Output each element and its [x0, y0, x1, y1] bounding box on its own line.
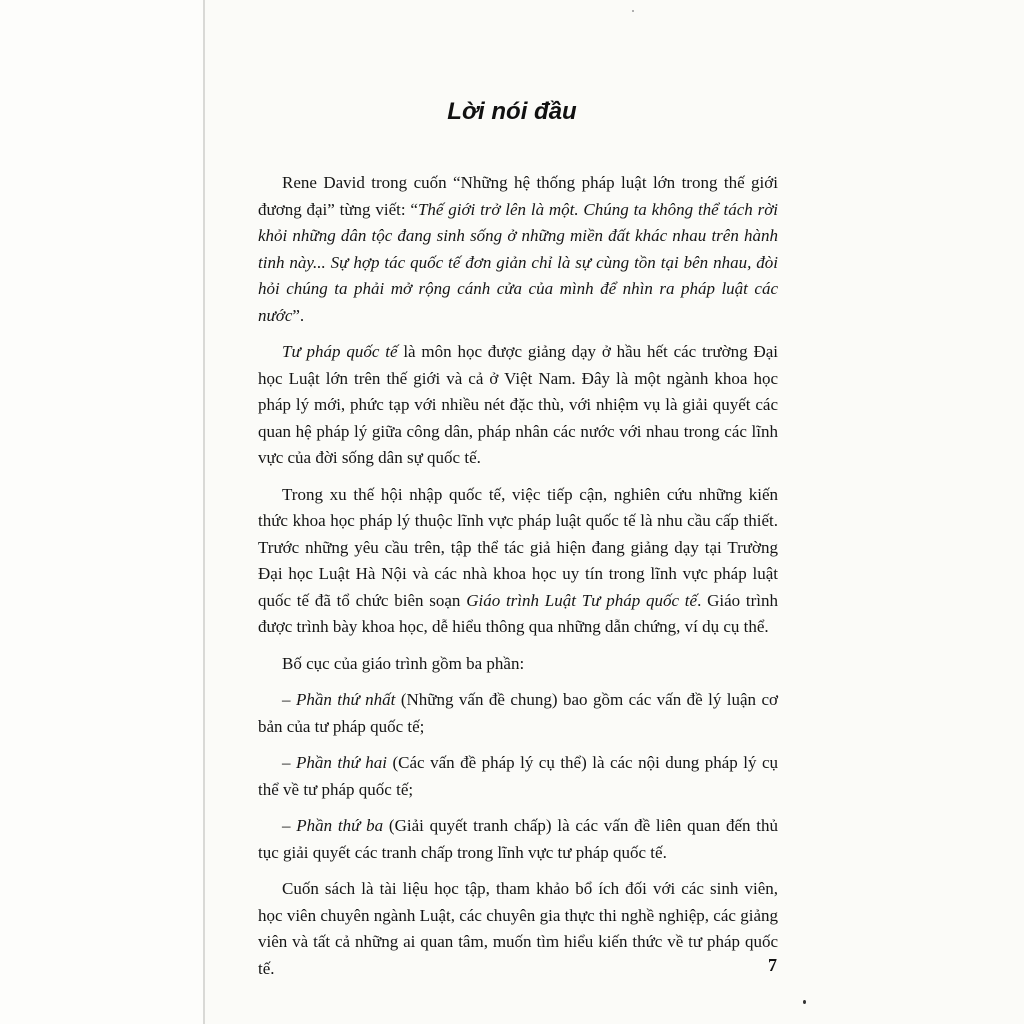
paragraph-final [258, 876, 778, 982]
paragraph-2-text: là môn học được giảng dạy ở hầu hết các trường Đại học Luật lớn trên thế giới và cả ở Việt Nam. Đây là một ngành khoa học pháp lý mới, phức tạp với nhiều nét đặc thù, với nhiệm vụ là giải quyết các quan hệ pháp lý giữa công dân, pháp nhân các nước với nhau trong các lĩnh vực của đời sống dân sự quốc tế. [258, 342, 778, 467]
page-title: Lời nói đầu [447, 98, 577, 125]
list-item-part-3-text: (Giải quyết tranh chấp) là các vấn đề liên quan đến thủ tục giải quyết các tranh chấp trong lĩnh vực tư pháp quốc tế. [258, 816, 778, 862]
list-item-part-1-label: Phần thứ nhất [295, 690, 396, 709]
list-item-part-2 [258, 750, 778, 803]
paragraph-1-end: ”. [292, 305, 305, 325]
list-dash: – [282, 816, 297, 835]
paragraph-3-text: Trong xu thế hội nhập quốc tế, việc tiếp cận, nghiên cứu những kiến thức khoa học pháp lý thuộc lĩnh vực pháp luật quốc tế là nhu cầu cấp thiết. Trước những yêu cầu trên, tập thể tác giả hiện đang giảng dạy tại Trường Đại học Luật Hà Nội và các nhà khoa học uy tín trong lĩnh vực pháp luật quốc tế đã tổ chức biên soạn [258, 484, 778, 610]
paragraph-4 [258, 651, 778, 678]
list-item-part-2-text: (Các vấn đề pháp lý cụ thể) là các nội dung pháp lý cụ thể về tư pháp quốc tế; [258, 753, 778, 799]
list-item-part-1-text: (Những vấn đề chung) bao gồm các vấn đề lý luận cơ bản của tư pháp quốc tế; [258, 690, 779, 736]
paragraph-1-text: Rene David trong cuốn “Những hệ thống pháp luật lớn trong thế giới đương đại” từng viết: “ [258, 173, 778, 219]
paper-speck [632, 10, 634, 12]
paragraph-4-text: Bố cục của giáo trình gồm ba phần: [282, 653, 525, 673]
list-item-part-3-label: Phần thứ ba [296, 816, 384, 835]
paragraph-2 [258, 339, 778, 472]
paragraph-3 [258, 482, 778, 641]
paragraph-1-quote: Thế giới trở lên là một. Chúng ta không thể tách rời khỏi những dân tộc đang sinh sống ở những miền đất khác nhau trên hành tinh này... Sự hợp tác quốc tế đơn giản chỉ là sự cùng tồn tại bên nhau, đòi hỏi chúng ta phải mở rộng cánh cửa của mình để nhìn ra pháp luật các nước [258, 199, 779, 325]
paper-speck [803, 1000, 806, 1004]
list-dash: – [282, 690, 296, 709]
list-item-part-3 [258, 813, 778, 866]
page-number: 7 [768, 955, 777, 975]
paragraph-3-end: . Giáo trình được trình bày khoa học, dễ hiểu thông qua những dẫn chứng, ví dụ cụ thể. [258, 590, 778, 636]
paragraph-3-book-title: Giáo trình Luật Tư pháp quốc tế [466, 590, 698, 610]
paragraph-1 [258, 170, 778, 329]
page-edge [203, 0, 205, 1024]
paragraph-final-text: Cuốn sách là tài liệu học tập, tham khảo bổ ích đối với các sinh viên, học viên chuyên ngành Luật, các chuyên gia thực thi nghề nghiệp, các giảng viên và tất cả những ai quan tâm, muốn tìm hiểu kiến thức về tư pháp quốc tế. [258, 879, 778, 978]
list-dash: – [282, 753, 296, 772]
body-text [258, 170, 778, 992]
list-item-part-2-label: Phần thứ hai [295, 753, 388, 772]
list-item-part-1 [258, 687, 778, 740]
paragraph-2-term: Tư pháp quốc tế [282, 342, 398, 361]
